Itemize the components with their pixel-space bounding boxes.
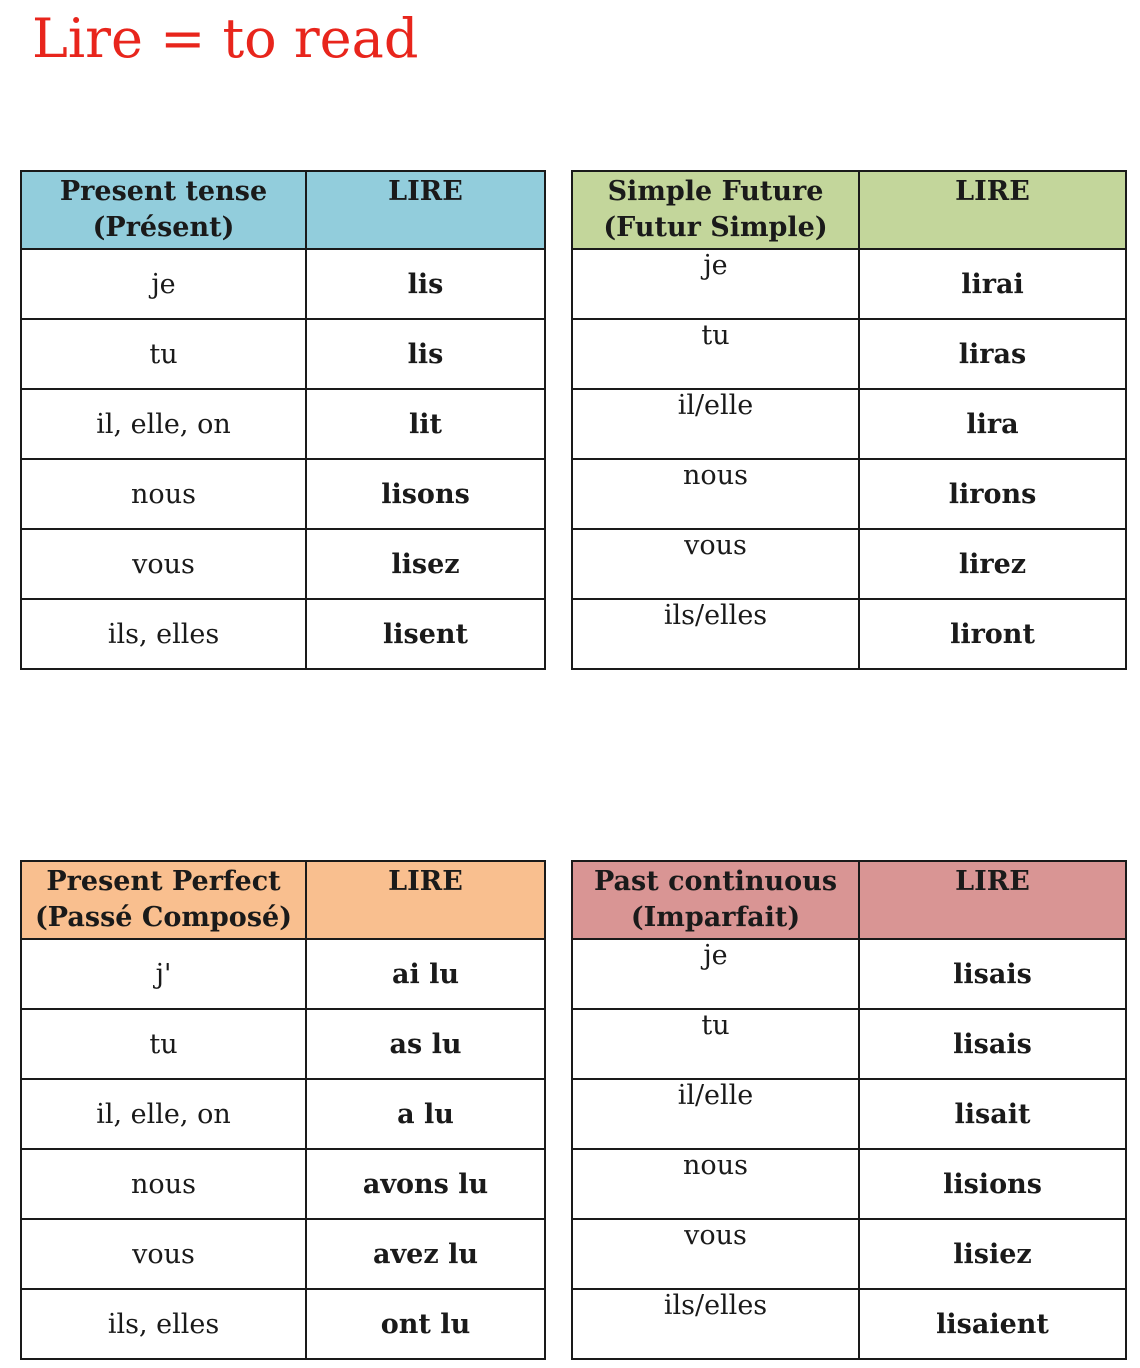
- table-header-row: [21, 861, 545, 939]
- pronoun-cell: je: [572, 939, 859, 1009]
- present-perfect-table: [20, 860, 546, 1360]
- pronoun-cell: ils, elles: [21, 1289, 306, 1359]
- verb-form-cell: lira: [859, 389, 1126, 459]
- table-row: [21, 1219, 545, 1289]
- pronoun-cell: je: [21, 249, 306, 319]
- table-row: [572, 1009, 1126, 1079]
- verb-form-cell: liront: [859, 599, 1126, 669]
- pronoun-cell: nous: [21, 459, 306, 529]
- simple-future-table: [571, 170, 1127, 670]
- tense-header: [572, 861, 859, 939]
- tense-header: [572, 171, 859, 249]
- verb-form-cell: lisons: [306, 459, 545, 529]
- table-row: [572, 1289, 1126, 1359]
- table-row: [21, 459, 545, 529]
- table-row: [21, 249, 545, 319]
- verb-form-cell: lirons: [859, 459, 1126, 529]
- table-row: [572, 1079, 1126, 1149]
- pronoun-cell: il, elle, on: [21, 389, 306, 459]
- pronoun-cell: tu: [21, 1009, 306, 1079]
- pronoun-cell: il, elle, on: [21, 1079, 306, 1149]
- table-row: [572, 1149, 1126, 1219]
- verb-form-cell: lisiez: [859, 1219, 1126, 1289]
- verb-form-cell: ai lu: [306, 939, 545, 1009]
- past-continuous-table: [571, 860, 1127, 1360]
- page-title: Lire = to read: [32, 7, 419, 70]
- verb-form-cell: lisais: [859, 939, 1126, 1009]
- table-row: [572, 459, 1126, 529]
- tense-french-name: (Imparfait): [630, 902, 801, 933]
- tense-name: Past continuous: [593, 866, 838, 897]
- verb-form-cell: lisez: [306, 529, 545, 599]
- tense-header: [21, 171, 306, 249]
- table-row: [21, 939, 545, 1009]
- pronoun-cell: ils, elles: [21, 599, 306, 669]
- verb-form-cell: avez lu: [306, 1219, 545, 1289]
- pronoun-cell: nous: [572, 1149, 859, 1219]
- verb-form-cell: lisaient: [859, 1289, 1126, 1359]
- table-row: [21, 1079, 545, 1149]
- table-header-row: [21, 171, 545, 249]
- tense-french-name: (Passé Composé): [35, 902, 292, 933]
- pronoun-cell: tu: [21, 319, 306, 389]
- verb-form-cell: lirez: [859, 529, 1126, 599]
- pronoun-cell: vous: [572, 1219, 859, 1289]
- pronoun-cell: nous: [21, 1149, 306, 1219]
- table-row: [572, 249, 1126, 319]
- verb-form-cell: as lu: [306, 1009, 545, 1079]
- pronoun-cell: nous: [572, 459, 859, 529]
- tense-french-name: (Futur Simple): [603, 212, 828, 243]
- table-row: [21, 599, 545, 669]
- verb-form-cell: lisions: [859, 1149, 1126, 1219]
- table-row: [572, 529, 1126, 599]
- verb-form-cell: lis: [306, 319, 545, 389]
- table-row: [21, 1289, 545, 1359]
- verb-form-cell: lit: [306, 389, 545, 459]
- tense-header: [21, 861, 306, 939]
- present-tense-table: [20, 170, 546, 670]
- table-row: [572, 599, 1126, 669]
- pronoun-cell: vous: [21, 529, 306, 599]
- verb-form-cell: lisait: [859, 1079, 1126, 1149]
- table-row: [21, 1149, 545, 1219]
- verb-header: LIRE: [306, 861, 545, 939]
- tense-french-name: (Présent): [92, 212, 235, 243]
- table-row: [21, 529, 545, 599]
- verb-form-cell: avons lu: [306, 1149, 545, 1219]
- tense-name: Present Perfect: [46, 866, 281, 897]
- verb-form-cell: lirai: [859, 249, 1126, 319]
- pronoun-cell: vous: [572, 529, 859, 599]
- pronoun-cell: il/elle: [572, 389, 859, 459]
- pronoun-cell: j': [21, 939, 306, 1009]
- verb-form-cell: lisent: [306, 599, 545, 669]
- verb-form-cell: ont lu: [306, 1289, 545, 1359]
- pronoun-cell: ils/elles: [572, 1289, 859, 1359]
- tense-name: Simple Future: [607, 176, 824, 207]
- table-row: [21, 319, 545, 389]
- pronoun-cell: vous: [21, 1219, 306, 1289]
- verb-form-cell: a lu: [306, 1079, 545, 1149]
- table-row: [572, 389, 1126, 459]
- table-header-row: [572, 171, 1126, 249]
- table-row: [572, 319, 1126, 389]
- pronoun-cell: ils/elles: [572, 599, 859, 669]
- verb-form-cell: lis: [306, 249, 545, 319]
- table-row: [572, 1219, 1126, 1289]
- table-header-row: [572, 861, 1126, 939]
- pronoun-cell: tu: [572, 1009, 859, 1079]
- verb-form-cell: liras: [859, 319, 1126, 389]
- tense-name: Present tense: [59, 176, 268, 207]
- table-row: [21, 389, 545, 459]
- verb-header: LIRE: [859, 171, 1126, 249]
- verb-header: LIRE: [859, 861, 1126, 939]
- table-row: [572, 939, 1126, 1009]
- table-row: [21, 1009, 545, 1079]
- verb-header: LIRE: [306, 171, 545, 249]
- verb-form-cell: lisais: [859, 1009, 1126, 1079]
- pronoun-cell: il/elle: [572, 1079, 859, 1149]
- pronoun-cell: je: [572, 249, 859, 319]
- pronoun-cell: tu: [572, 319, 859, 389]
